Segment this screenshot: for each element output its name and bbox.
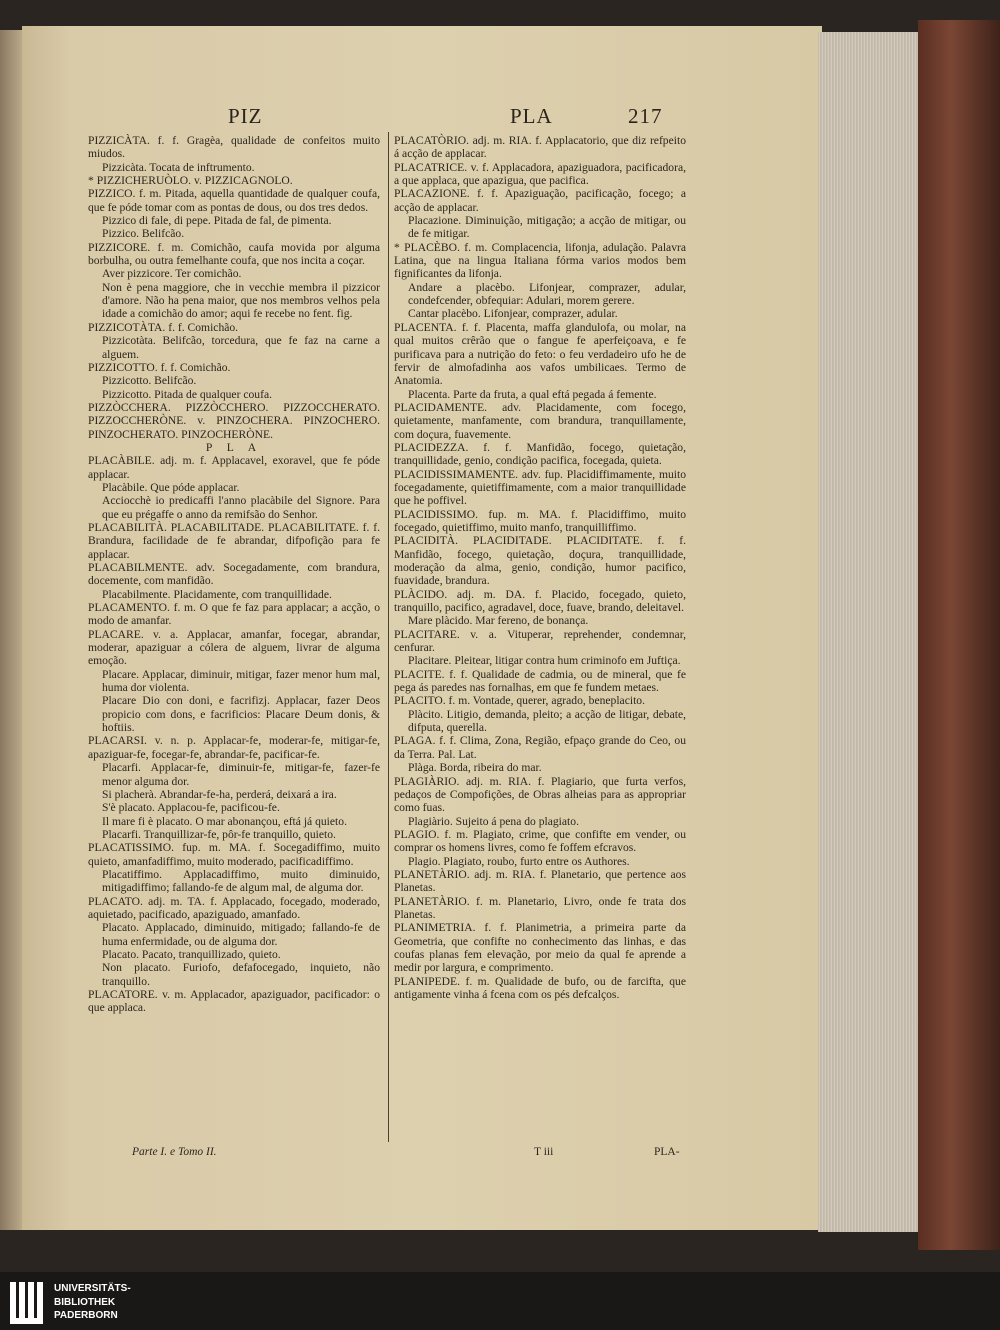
entry: PLACABILITÀ. PLACABILITADE. PLACABILITATE. f. f. Brandura, facilidade de fe abrandar, difpofição para fe applacar.: [88, 520, 380, 561]
library-logo: [10, 1282, 130, 1324]
entry: Placarfi. Tranquillizar-fe, pôr-fe tranquillo, quieto.: [102, 827, 336, 841]
entry: Aver pizzicore. Ter comichão.: [102, 267, 242, 281]
entry: Andare a placèbo. Lifonjear, comprazer, adular, condefcender, obfequiar: Adulari, morem gerere.: [408, 280, 686, 308]
entry: PLACITO. f. m. Vontade, querer, agrado, beneplacito.: [394, 694, 645, 708]
entry: PLACATRICE. v. f. Applacadora, apaziguadora, pacificadora, a que applaca, que apazigua, que pacifica.: [394, 160, 686, 188]
entry: PLACITARE. v. a. Vituperar, reprehender, condemnar, cenfurar.: [394, 627, 686, 655]
entry: Placare Dio con doni, e facrifizj. Applacar, fazer Deos propicio com dons, e facrificios: Placare Deum donis, & hoftiis.: [102, 694, 380, 735]
entry: PLANIPEDE. f. m. Qualidade de bufo, ou de farcifta, que antigamente vinha á fcena com os pés defcalços.: [394, 974, 686, 1001]
entry: Plagio. Plagiato, roubo, furto entre os Authores.: [408, 854, 630, 868]
entry: Placato. Applacado, diminuido, mitigado; fallando-fe de huma enfermidade, ou de alguma dor.: [102, 921, 380, 948]
footer-volume: Parte I. e Tomo II.: [132, 1146, 217, 1158]
entry: P L A: [205, 440, 263, 454]
entry: Placato. Pacato, tranquillizado, quieto.: [102, 947, 281, 961]
entry: Pizzicotàta. Belifcão, torcedura, que fe faz na carne a alguem.: [102, 334, 380, 361]
entry: PLACARE. v. a. Applacar, amanfar, focegar, abrandar, moderar, apaziguar a cólera de alguem, livrar de alguma emoção.: [88, 627, 380, 668]
entry: PIZZÒCCHERA. PIZZÒCCHERO. PIZZOCCHERATO. PIZZOCCHERÒNE. v. PINZOCHERA. PINZOCHERO. PINZOCHERATO. PINZOCHERÒNE.: [88, 400, 380, 441]
entry: PLACIDISSIMO. fup. m. MA. f. Placidiffimo, muito focegado, quietiffimo, muito manfo, tranquilliffimo.: [394, 507, 686, 534]
entry: PLANIMETRIA. f. f. Planimetria, a primeira parte da Geometria, que confifte no conhecimento das linhas, e das coufas planas fem elevação, por meio da qual fe aprende a medir por largura, e comprimento.: [394, 921, 686, 975]
page-block-edges: [818, 32, 918, 1232]
book-cover: [918, 20, 1000, 1250]
entry: Placatiffimo. Applacadiffimo, muito diminuido, mitigadiffimo; fallando-fe de algum mal, de alguma dor.: [102, 867, 380, 895]
entry: PLACITE. f. f. Qualidade de cadmia, ou de mineral, que fe pega ás paredes nas fornalhas, em que fe fundem metaes.: [394, 667, 686, 695]
entry: S'è placato. Applacou-fe, pacificou-fe.: [102, 801, 280, 815]
entry: Plagiàrio. Sujeito á pena do plagiato.: [408, 814, 579, 828]
entry: Pizzico di fale, di pepe. Pitada de fal, de pimenta.: [102, 214, 332, 228]
entry: PLACATISSIMO. fup. m. MA. f. Socegadiffimo, muito quieto, amanfadiffimo, muito moderado, pacificadiffimo.: [88, 841, 380, 868]
entry: PLANETÀRIO. f. m. Planetario, Livro, onde fe trata dos Planetas.: [394, 894, 686, 921]
entry: PIZZICÀTA. f. f. Gragèa, qualidade de confeitos muito miudos.: [88, 134, 380, 161]
entry: Placenta. Parte da fruta, a qual eftá pegada á femente.: [408, 387, 657, 401]
entry: PLACIDEZZA. f. f. Manfidão, focego, quietação, tranquillidade, genio, condição pacifica, focegada, quieta.: [394, 440, 686, 468]
entry: Si placherà. Abrandar-fe-ha, perderá, deixará a ira.: [102, 787, 337, 801]
entry: PLAGIÀRIO. adj. m. RIA. f. Plagiario, que furta verfos, pedaços de Compofições, de Obras alheias para as appropriar como fuas.: [394, 774, 686, 815]
entry: PLACARSI. v. n. p. Applacar-fe, moderar-fe, mitigar-fe, apaziguar-fe, focegar-fe, abrandar-fe, pacificar-fe.: [88, 734, 380, 761]
entry: PIZZICO. f. m. Pitada, aquella quantidade de qualquer coufa, que fe póde tomar com as pontas de dous, ou dos tres dedos.: [88, 187, 380, 214]
entry: PIZZICOTÀTA. f. f. Comichão.: [88, 320, 239, 334]
entry: * PLACÈBO. f. m. Complacencia, lifonja, adulação. Palavra Latina, que na lingua Italiana fórma varios modos bem fignificantes da lifonja.: [394, 240, 686, 281]
entry: PLAGIO. f. m. Plagiato, crime, que confifte em vender, ou comprar os homens livres, como fe foffem efcravos.: [394, 827, 686, 855]
entry: Acciocchè io predicaffi l'anno placàbile del Signore. Para que eu prégaffe o anno da remifsão do Senhor.: [102, 494, 380, 521]
entry: Plàga. Borda, ribeira do mar.: [408, 761, 542, 775]
entry: Placare. Applacar, diminuir, mitigar, fazer menor hum mal, huma dor violenta.: [102, 667, 380, 695]
logo-line-2: BIBLIOTHEK: [54, 1296, 116, 1308]
running-head-left: PIZ: [228, 104, 263, 128]
signature-mark: T iii: [534, 1146, 554, 1158]
entry: PIZZICORE. f. m. Comichão, caufa movida por alguma borbulha, ou outra femelhante coufa, que nos incita a coçar.: [88, 240, 380, 268]
logo-line-3: PADERBORN: [54, 1310, 118, 1321]
entry: Pizzicotto. Pitada de qualquer coufa.: [102, 387, 272, 401]
entry: Placarfi. Applacar-fe, diminuir-fe, mitigar-fe, fazer-fe menor alguma dor.: [102, 761, 380, 788]
page-number: 217: [628, 104, 663, 128]
entry: Pizzicàta. Tocata de inftrumento.: [102, 160, 255, 174]
right-column: [394, 134, 686, 1001]
entry: Pizzico. Belifcão.: [102, 227, 185, 241]
entry: PLAGA. f. f. Clima, Zona, Região, efpaço grande do Ceo, ou da Terra. Pal. Lat.: [394, 734, 686, 761]
logo-mark-icon: [10, 1282, 46, 1324]
entry: Plàcito. Litigio, demanda, pleito; a acção de litigar, debate, difputa, querella.: [408, 707, 686, 735]
entry: Non placato. Furiofo, defafocegado, inquieto, não tranquillo.: [102, 961, 380, 988]
entry: PLACIDITÀ. PLACIDITADE. PLACIDITATE. f. f. Manfidão, focego, quietação, doçura, tranquillidade, moderação da alma, genio, condição, humor pacifico, fuavidade, brandura.: [394, 534, 686, 588]
entry: Placàbile. Que póde applacar.: [102, 480, 240, 494]
entry: Cantar placèbo. Lifonjear, comprazer, adular.: [408, 307, 618, 321]
entry: PLACIDAMENTE. adv. Placidamente, com focego, quietamente, manfamente, com brandura, tranquillamente, com doçura, fuavemente.: [394, 400, 686, 441]
entry: PLACABILMENTE. adv. Socegadamente, com brandura, docemente, com manfidão.: [88, 561, 380, 588]
entry: PLACENTA. f. f. Placenta, maffa glandulofa, ou molar, na qual muitos crêrão que o fangue fe aperfeiçoava, e fe purificava para a nutrição do feto: o feu verdadeiro ufo he de fervir de almofadinha aos vafos umbilicaes. Termo de Anatomia.: [394, 320, 686, 388]
entry: Non è pena maggiore, che in vecchie membra il pizzicor d'amore. Não ha pena maior, que nos membros velhos pela idade a comichão do amor; aqui fe recebe no fent. fig.: [102, 280, 380, 321]
entry: Placazione. Diminuição, mitigação; a acção de mitigar, ou de fe mitigar.: [408, 214, 686, 241]
entry: Placabilmente. Placidamente, com tranquillidade.: [102, 587, 332, 601]
entry: Placitare. Pleitear, litigar contra hum criminofo em Juftiça.: [408, 654, 681, 668]
entry: PLACATORE. v. m. Applacador, apaziguador, pacificador: o que applaca.: [88, 988, 380, 1015]
entry: Pizzicotto. Belifcão.: [102, 374, 197, 388]
left-column: [88, 134, 380, 1015]
catchword: PLA-: [654, 1146, 680, 1158]
entry: Il mare fi è placato. O mar abonançou, eftá já quieto.: [102, 814, 347, 828]
entry: PLÀCIDO. adj. m. DA. f. Placido, focegado, quieto, tranquillo, pacifico, agradavel, doce, fuave, brando, deleitavel.: [394, 587, 686, 615]
entry: PLACIDISSIMAMENTE. adv. fup. Placidiffimamente, muito focegadamente, quietiffimamente, com a maior tranquillidade que he poffivel.: [394, 467, 686, 508]
entry: PLACAZIONE. f. f. Apaziguação, pacificação, focego; a acção de applacar.: [394, 187, 686, 214]
running-head-center: PLA: [510, 104, 553, 128]
entry: PLANETÀRIO. adj. m. RIA. f. Planetario, que pertence aos Planetas.: [394, 867, 686, 895]
entry: Mare plàcido. Mar fereno, de bonança.: [408, 614, 589, 628]
column-rule: [388, 132, 389, 1142]
entry: PLACAMENTO. f. m. O que fe faz para applacar; a acção, o modo de amanfar.: [88, 601, 380, 628]
entry: PIZZICOTTO. f. f. Comichão.: [88, 360, 231, 374]
left-page-edge: [0, 30, 22, 1230]
entry: * PIZZICHERUÒLO. v. PIZZICAGNOLO.: [88, 174, 293, 188]
logo-line-1: UNIVERSITÄTS-: [54, 1283, 131, 1294]
entry: PLACÀBILE. adj. m. f. Applacavel, exoravel, que fe póde applacar.: [88, 454, 380, 481]
entry: PLACATÒRIO. adj. m. RIA. f. Applacatorio, que diz refpeito á acção de applacar.: [394, 134, 686, 161]
entry: PLACATO. adj. m. TA. f. Applacado, focegado, moderado, aquietado, pacificado, apaziguado, amanfado.: [88, 894, 380, 921]
